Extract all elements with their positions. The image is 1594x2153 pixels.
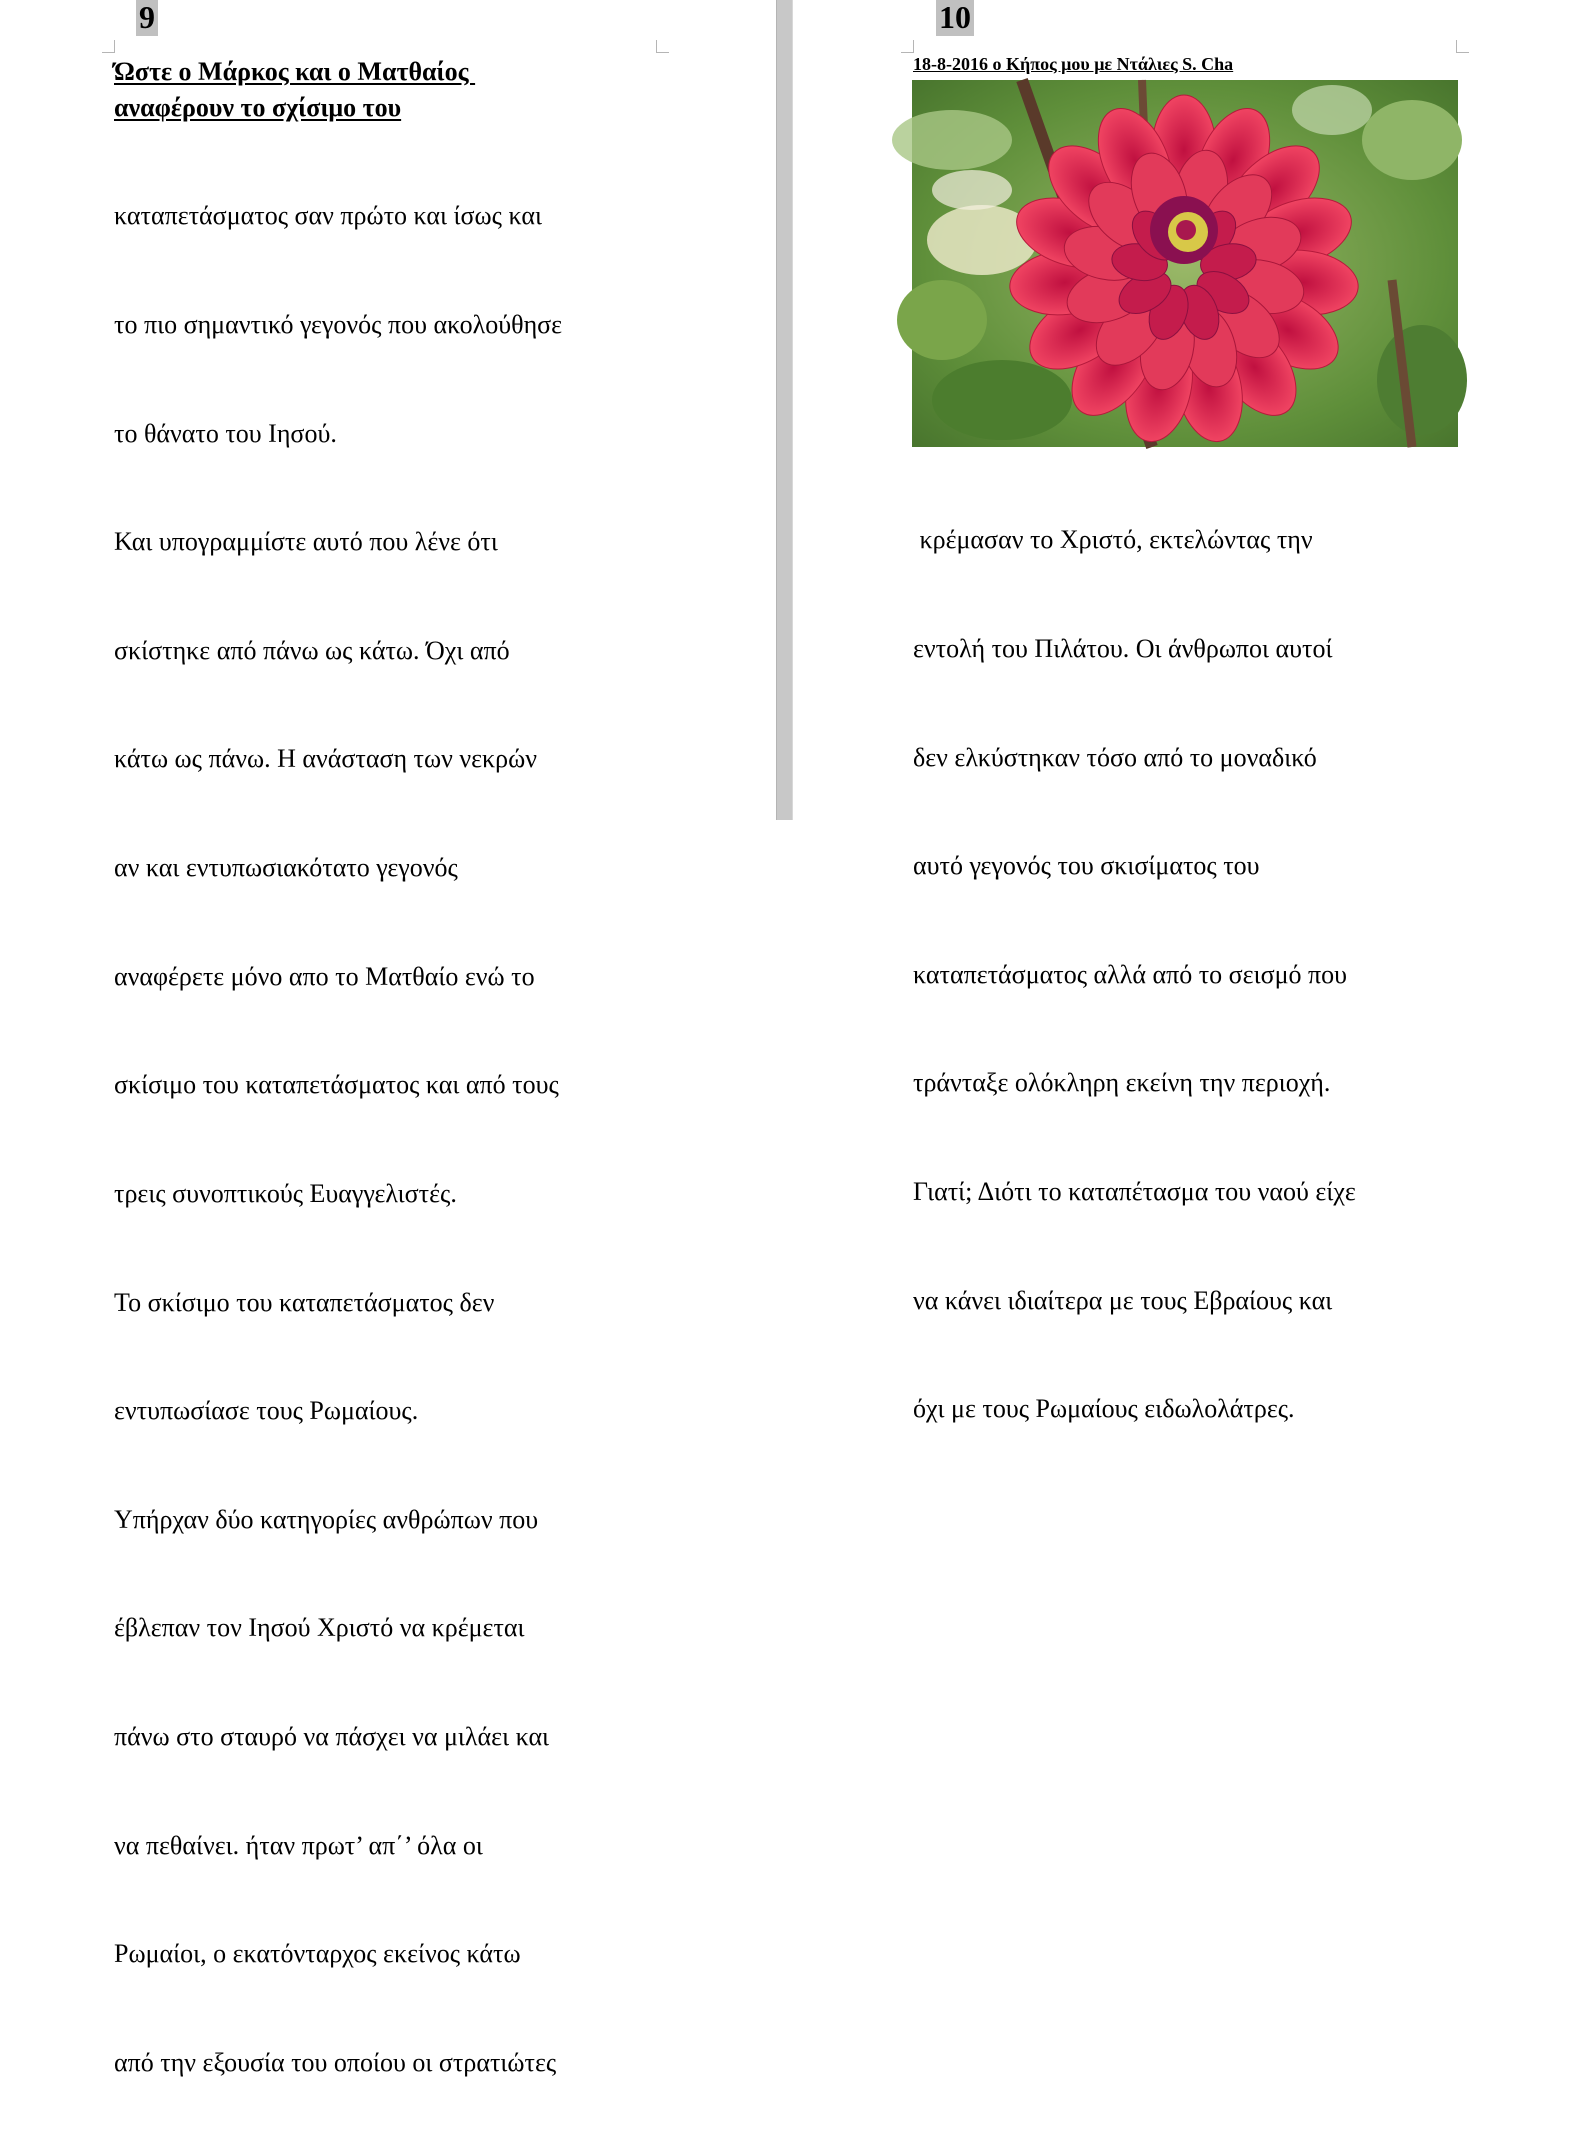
text-line: καταπετάσματος σαν πρώτο και ίσως και: [114, 201, 542, 231]
crop-mark-top-left: [901, 40, 914, 53]
text-line: Υπήρχαν δύο κατηγορίες ανθρώπων που: [114, 1504, 539, 1534]
body-text: [913, 450, 1356, 1500]
photo-caption: 18-8-2016 ο Κήπος μου με Ντάλιες S. Cha: [913, 54, 1234, 74]
text-line: να πεθαίνει. ήταν πρωτ’ απ΄’ όλα οι: [114, 1830, 483, 1860]
heading-line-1: Ώστε ο Μάρκος και ο Ματθαίος: [114, 57, 476, 86]
text-line: Ρωμαίοι, ο εκατόνταρχος εκείνος κάτω: [114, 1939, 521, 1969]
text-line: δεν ελκύστηκαν τόσο από το μοναδικό: [913, 742, 1317, 772]
text-line: αναφέρετε μόνο απο το Ματθαίο ενώ το: [114, 961, 535, 991]
crop-mark-top-left: [102, 40, 115, 53]
text-line: εντολή του Πιλάτου. Οι άνθρωποι αυτοί: [913, 634, 1333, 664]
page-gutter: [776, 0, 793, 820]
text-line: το πιο σημαντικό γεγονός που ακολούθησε: [114, 310, 563, 340]
text-line: τρεις συνοπτικούς Ευαγγελιστές.: [114, 1178, 457, 1208]
crop-mark-top-right: [656, 40, 669, 53]
text-line: Το σκίσιμο του καταπετάσματος δεν: [114, 1287, 495, 1317]
dahlia-flower-photo: [912, 80, 1458, 447]
text-line: κρέμασαν το Χριστό, εκτελώντας την: [913, 525, 1313, 555]
text-line: όχι με τους Ρωμαίους ειδωλολάτρες.: [913, 1394, 1295, 1424]
page-number: 10: [936, 0, 974, 36]
text-line: σκίστηκε από πάνω ως κάτω. Όχι από: [114, 635, 510, 665]
text-line: σκίσιμο του καταπετάσματος και από τους: [114, 1070, 559, 1100]
text-line: τράνταξε ολόκληρη εκείνη την περιοχή.: [913, 1068, 1331, 1098]
text-line: Και υπογραμμίστε αυτό που λένε ότι: [114, 527, 498, 557]
text-line: αυτό γεγονός του σκισίματος του: [913, 851, 1260, 881]
page-number: 9: [136, 0, 158, 36]
crop-mark-top-right: [1456, 40, 1469, 53]
text-line: να κάνει ιδιαίτερα με τους Εβραίους και: [913, 1285, 1333, 1315]
document-page-9: [0, 0, 776, 2077]
text-line: πάνω στο σταυρό να πάσχει να μιλάει και: [114, 1721, 550, 1751]
heading-line-2: αναφέρουν το σχίσιμο του: [114, 93, 402, 122]
text-line: καταπετάσματος αλλά από το σεισμό που: [913, 959, 1348, 989]
body-text: [114, 126, 562, 2153]
text-line: κάτω ως πάνω. Η ανάσταση των νεκρών: [114, 744, 537, 774]
text-line: το θάνατο του Ιησού.: [114, 418, 337, 448]
text-line: έβλεπαν τον Ιησού Χριστό να κρέμεται: [114, 1613, 525, 1643]
document-page-10: [793, 0, 1594, 1424]
text-line: Γιατί; Διότι το καταπέτασμα του ναού είχε: [913, 1177, 1356, 1207]
text-line: από την εξουσία του οποίου οι στρατιώτες: [114, 2047, 557, 2077]
text-line: αν και εντυπωσιακότατο γεγονός: [114, 853, 458, 883]
text-line: εντυπωσίασε τους Ρωμαίους.: [114, 1396, 419, 1426]
